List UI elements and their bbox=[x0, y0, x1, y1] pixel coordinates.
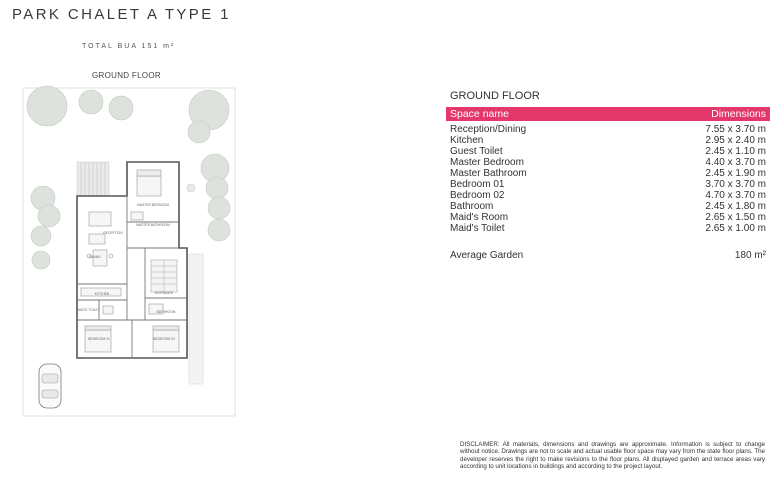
row-name: Maid's Toilet bbox=[450, 223, 505, 234]
landscape-trees bbox=[27, 86, 230, 269]
table-row bbox=[446, 168, 770, 179]
row-name: Master Bedroom bbox=[450, 157, 524, 168]
row-dims: 4.70 x 3.70 m bbox=[705, 190, 766, 201]
row-dims: 2.45 x 1.80 m bbox=[705, 201, 766, 212]
staircase bbox=[151, 260, 177, 292]
room-label-entrance: ENTRANCE bbox=[154, 291, 174, 295]
table-row bbox=[446, 135, 770, 146]
row-name: Maid's Room bbox=[450, 212, 509, 223]
garden-name: Average Garden bbox=[450, 250, 524, 261]
table-header bbox=[446, 107, 770, 121]
garden-row bbox=[446, 250, 770, 261]
table-row bbox=[446, 179, 770, 190]
row-dims: 2.95 x 2.40 m bbox=[705, 135, 766, 146]
row-dims: 3.70 x 3.70 m bbox=[705, 179, 766, 190]
dimensions-table bbox=[446, 90, 770, 261]
room-label-dining: DINING bbox=[89, 255, 101, 259]
header-dimensions: Dimensions bbox=[711, 108, 766, 120]
row-dims: 2.45 x 1.10 m bbox=[705, 146, 766, 157]
room-label-master-bedroom: MASTER BEDROOM bbox=[137, 203, 169, 207]
table-row bbox=[446, 212, 770, 223]
header-space-name: Space name bbox=[450, 108, 509, 120]
row-name: Kitchen bbox=[450, 135, 484, 146]
row-dims: 2.65 x 1.50 m bbox=[705, 212, 766, 223]
row-dims: 2.65 x 1.00 m bbox=[705, 223, 766, 234]
car-icon bbox=[39, 364, 61, 408]
table-row bbox=[446, 190, 770, 201]
table-row bbox=[446, 124, 770, 135]
row-name: Master Bathroom bbox=[450, 168, 527, 179]
page-title: PARK CHALET A TYPE 1 bbox=[12, 6, 231, 23]
row-dims: 2.45 x 1.90 m bbox=[705, 168, 766, 179]
table-row bbox=[446, 201, 770, 212]
garden-value: 180 m² bbox=[734, 250, 766, 261]
room-label-bathroom: BATHROOM bbox=[156, 310, 176, 314]
table-body bbox=[446, 121, 770, 261]
table-title: GROUND FLOOR bbox=[450, 90, 540, 102]
table-row bbox=[446, 223, 770, 234]
room-label-master-bathroom: MASTER BATHROOM bbox=[136, 223, 170, 227]
row-name: Bathroom bbox=[450, 201, 494, 212]
row-dims: 4.40 x 3.70 m bbox=[705, 157, 766, 168]
row-name: Reception/Dining bbox=[450, 124, 527, 135]
room-label-reception: RECEPTION bbox=[103, 231, 123, 235]
disclaimer: DISCLAIMER: All materials, dimensions and drawings are approximate. Information is subject to change without notice. Drawings are not to scale and actual usable floor space may vary from the state floor plans. The developer reserves the right to make revisions to the floor plans. All displayed garden and terrace areas vary according to unit locations in buildings and according to the project layout. bbox=[460, 441, 765, 471]
table-row bbox=[446, 157, 770, 168]
row-dims: 7.55 x 3.70 m bbox=[705, 124, 766, 135]
plan-floor-label: GROUND FLOOR bbox=[92, 71, 161, 80]
room-label-bedroom-02: BEDROOM 02 bbox=[153, 337, 175, 341]
table-row bbox=[446, 146, 770, 157]
row-name: Bedroom 01 bbox=[450, 179, 505, 190]
row-name: Bedroom 02 bbox=[450, 190, 505, 201]
room-label-kitchen: KITCHEN bbox=[94, 292, 110, 296]
row-name: Guest Toilet bbox=[450, 146, 503, 157]
room-label-bedroom-01: BEDROOM 01 bbox=[88, 337, 110, 341]
total-bua: TOTAL BUA 151 m² bbox=[82, 43, 176, 50]
floor-plan bbox=[19, 84, 239, 420]
terrace-hatch bbox=[77, 162, 109, 196]
lawn-strip bbox=[189, 254, 203, 384]
room-label-maids-toilet: MAID'S TOILET bbox=[76, 308, 100, 312]
